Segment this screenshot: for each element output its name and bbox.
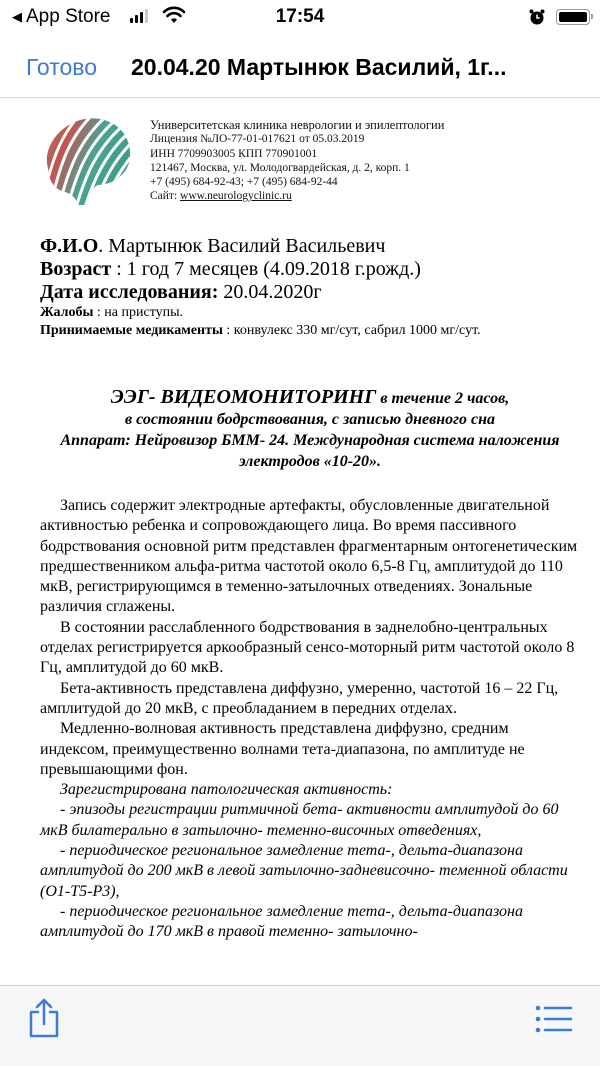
share-icon[interactable] [26, 998, 62, 1038]
battery-icon [556, 9, 590, 25]
bottom-toolbar [0, 985, 600, 1066]
heading-line-1 [50, 387, 570, 409]
clinic-name: Университетская клиника неврологии и эпилептологии [150, 118, 445, 132]
back-triangle-icon: ◀ [12, 9, 22, 24]
license: Лицензия №ЛО-77-01-017621 от 05.03.2019 [150, 133, 365, 146]
study-heading [50, 387, 570, 472]
site-row [150, 189, 444, 203]
pathology-item: - эпизоды регистрации ритмичной бета- активности амплитудой до 60 мкВ билатерально в затылочно- теменно-височных отведениях, [40, 801, 559, 839]
phones: +7 (495) 684-92-43; +7 (495) 684-92-44 [150, 176, 338, 189]
heading-line-3: Аппарат: Нейровизор БММ- 24. Международная система наложения электродов «10-20». [60, 432, 560, 470]
back-app-label: App Store [26, 6, 111, 27]
document-title: 20.04.20 Мартынюк Василий, 1г... [131, 54, 507, 80]
status-bar [0, 0, 600, 36]
age-value: : 1 год 7 месяцев (4.09.2018 г.рожд.) [111, 258, 421, 280]
done-button[interactable]: Готово [26, 54, 98, 80]
fio-row [40, 235, 570, 258]
address: 121467, Москва, ул. Молодогвардейская, д. 2, корп. 1 [150, 161, 410, 174]
report-body [40, 496, 580, 943]
site-link[interactable]: www.neurologyclinic.ru [180, 190, 292, 203]
date-row [40, 281, 570, 304]
pathology-heading: Зарегистрирована патологическая активность: [60, 781, 393, 799]
paragraph: В состоянии расслабленного бодрствования в заднелобно-центральных отделах регистрируется аркообразный сенсо-моторный ритм частотой около 8 Гц, амплитудой до 60 мкВ. [40, 618, 575, 677]
paragraph: Бета-активность представлена диффузно, умеренно, частотой 16 – 22 Гц, амплитудой до 20 мкВ, с преобладанием в передних отделах. [40, 679, 559, 717]
meds-row [40, 322, 570, 340]
site-label: Сайт: [150, 190, 181, 203]
pathology-item: - периодическое региональное замедление тета-, дельта-диапазона амплитудой до 200 мкВ в левой затылочно-задневисочно- теменной области (O1-T5-P3), [40, 842, 568, 900]
heading-duration: в течение 2 часов, [376, 390, 510, 407]
complaints-value: : на приступы. [93, 305, 184, 320]
fio-label: Ф.И.О [40, 235, 99, 257]
date-value: 20.04.2020г [218, 281, 322, 303]
letterhead [40, 113, 560, 213]
meds-label: Принимаемые медикаменты [40, 323, 223, 338]
pathology-item: - периодическое региональное замедление тета-, дельта-диапазона амплитудой до 170 мкВ в правой теменно- затылочно- [40, 902, 523, 941]
patient-info [40, 235, 570, 340]
list-icon[interactable] [535, 1004, 573, 1034]
clinic-details [150, 118, 444, 204]
complaints-label: Жалобы [40, 305, 94, 320]
inn: ИНН 7709903005 КПП 770901001 [150, 147, 318, 160]
heading-main: ЭЭГ- ВИДЕОМОНИТОРИНГ [110, 386, 377, 408]
fio-value: . Мартынюк Василий Васильевич [98, 235, 386, 257]
nav-bar [0, 36, 600, 98]
date-label: Дата исследования: [40, 281, 219, 303]
paragraph: Запись содержит электродные артефакты, обусловленные двигательной активностью ребенка и сопровождающего лица. Во время пассивного бодрствования основной ритм представлен фрагментарным онтогенетическим предшественником альфа-ритма частотой около 6,5-8 Гц, амплитудой до 110 мкВ, регистрирующимся в теменно-затылочных отведениях. Зональные различия сглажены. [40, 497, 578, 616]
clock-time: 17:54 [275, 6, 325, 27]
alarm-clock-icon [528, 8, 546, 26]
heading-line-2: в состоянии бодрствования, с записью дневного сна [124, 411, 496, 428]
complaints-row [40, 304, 570, 322]
paragraph: Медленно-волновая активность представлена диффузно, средним индексом, преимущественно волнами тета-диапазона, по амплитуде не превышающими фон. [40, 720, 525, 778]
meds-value: : конвулекс 330 мг/сут, сабрил 1000 мг/сут. [222, 323, 481, 338]
age-row [40, 258, 570, 281]
clinic-brain-logo-icon [40, 113, 140, 213]
age-label: Возраст [40, 258, 112, 280]
document-view[interactable] [0, 99, 600, 985]
